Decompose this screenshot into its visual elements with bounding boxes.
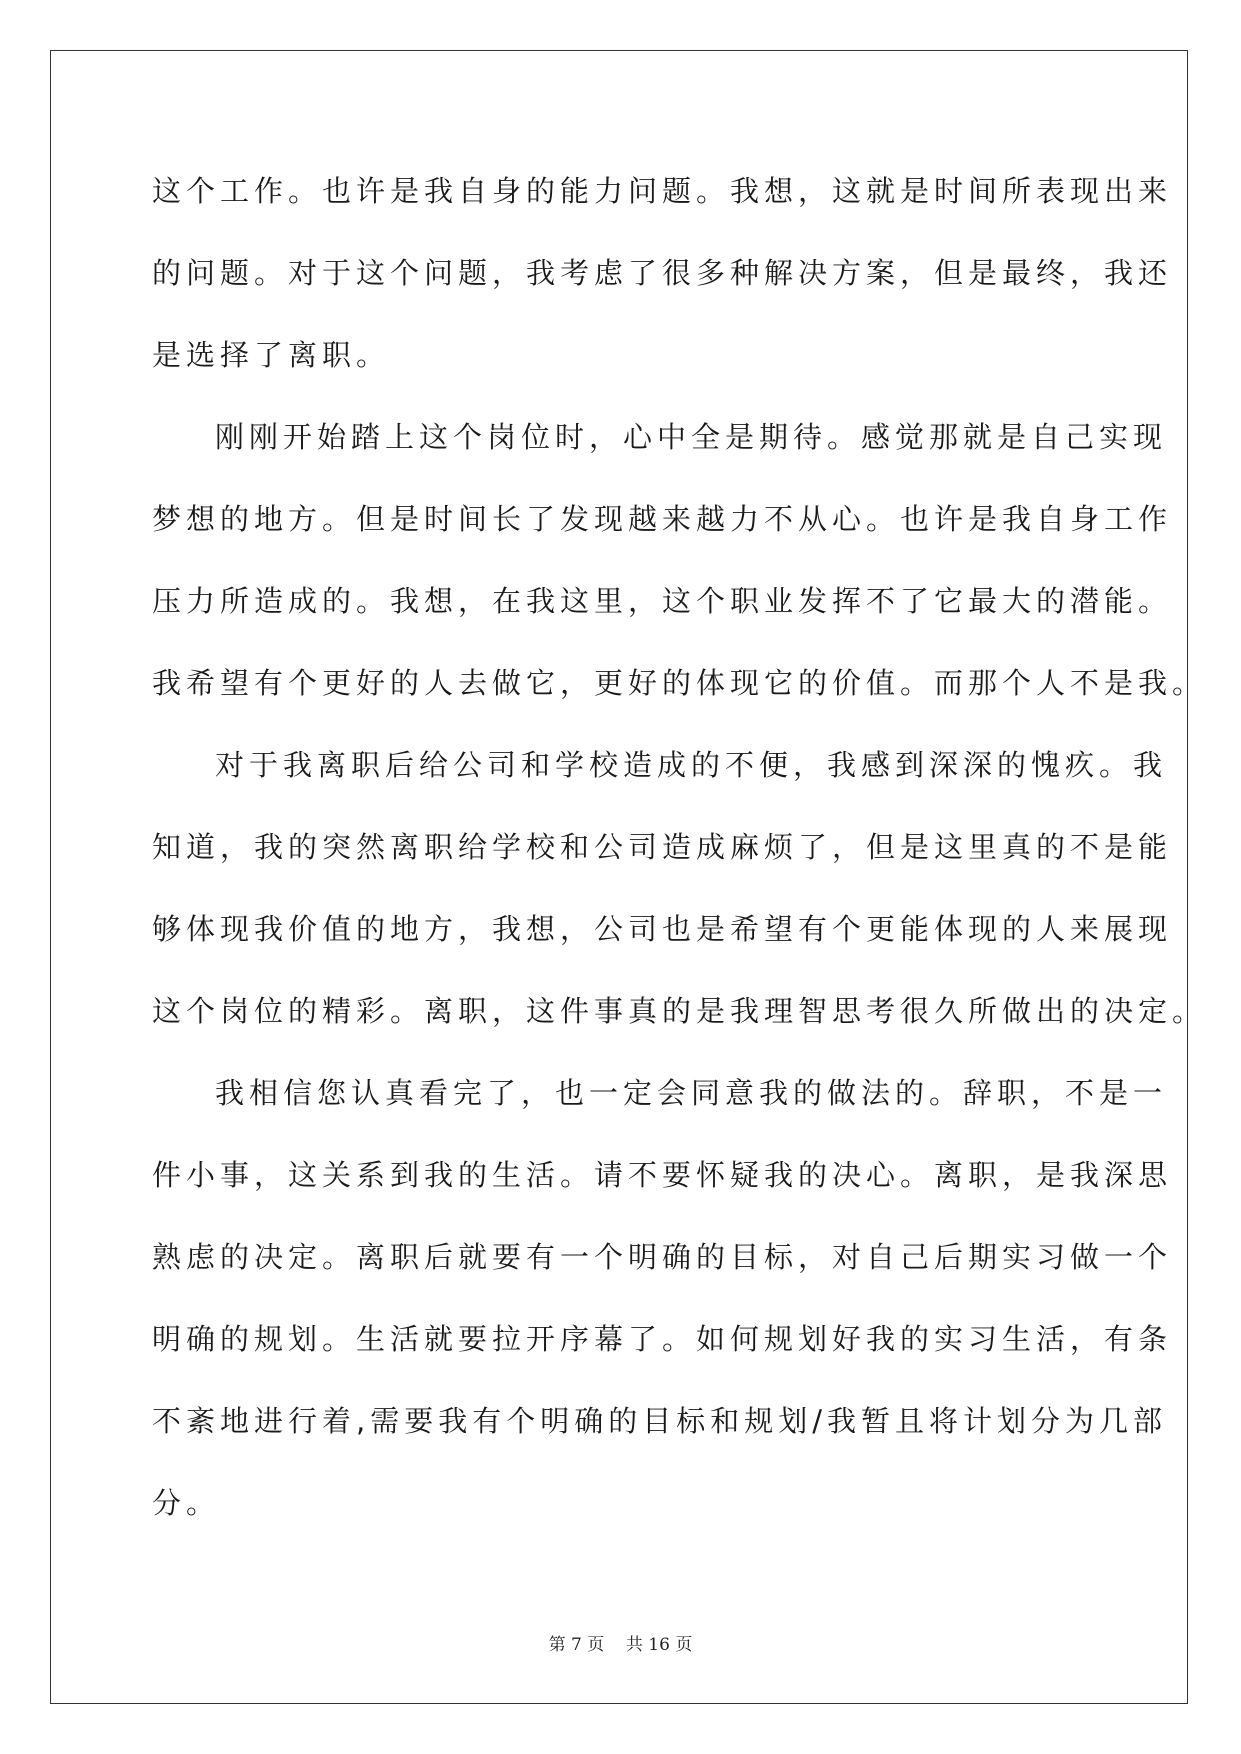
page-number: 第 7 页: [548, 1635, 605, 1655]
text-line: 熟虑的决定。离职后就要有一个明确的目标，对自己后期实习做一个: [152, 1240, 1173, 1274]
paragraph-first-line: 对于我离职后给公司和学校造成的不便，我感到深深的愧疚。我: [215, 748, 1168, 782]
text-line: 是选择了离职。: [152, 338, 391, 372]
paragraph-first-line: 刚刚开始踏上这个岗位时，心中全是期待。感觉那就是自己实现: [215, 420, 1168, 454]
text-line: 明确的规划。生活就要拉开序幕了。如何规划好我的实习生活，有条: [152, 1322, 1173, 1356]
document-body: [152, 163, 1207, 1557]
paragraph-first-line: 我相信您认真看完了，也一定会同意我的做法的。辞职，不是一: [215, 1076, 1168, 1110]
text-line: 梦想的地方。但是时间长了发现越来越力不从心。也许是我自身工作: [152, 502, 1173, 536]
text-line: 分。: [152, 1486, 221, 1520]
footer-spacer: [604, 1635, 626, 1655]
text-line: 的问题。对于这个问题，我考虑了很多种解决方案，但是最终，我还: [152, 256, 1173, 290]
text-line: 这个岗位的精彩。离职，这件事真的是我理智思考很久所做出的决定。: [152, 994, 1207, 1028]
page-total: 共 16 页: [625, 1635, 693, 1655]
text-line: 这个工作。也许是我自身的能力问题。我想，这就是时间所表现出来: [152, 174, 1173, 208]
page-footer: [0, 1630, 1241, 1655]
text-line: 件小事，这关系到我的生活。请不要怀疑我的决心。离职，是我深思: [152, 1158, 1173, 1192]
text-line: 不紊地进行着,需要我有个明确的目标和规划/我暂且将计划分为几部: [152, 1404, 1167, 1438]
text-line: 够体现我价值的地方，我想，公司也是希望有个更能体现的人来展现: [152, 912, 1173, 946]
text-line: 我希望有个更好的人去做它，更好的体现它的价值。而那个人不是我。: [152, 666, 1207, 700]
text-line: 压力所造成的。我想，在我这里，这个职业发挥不了它最大的潜能。: [152, 584, 1173, 618]
text-line: 知道，我的突然离职给学校和公司造成麻烦了，但是这里真的不是能: [152, 830, 1173, 864]
